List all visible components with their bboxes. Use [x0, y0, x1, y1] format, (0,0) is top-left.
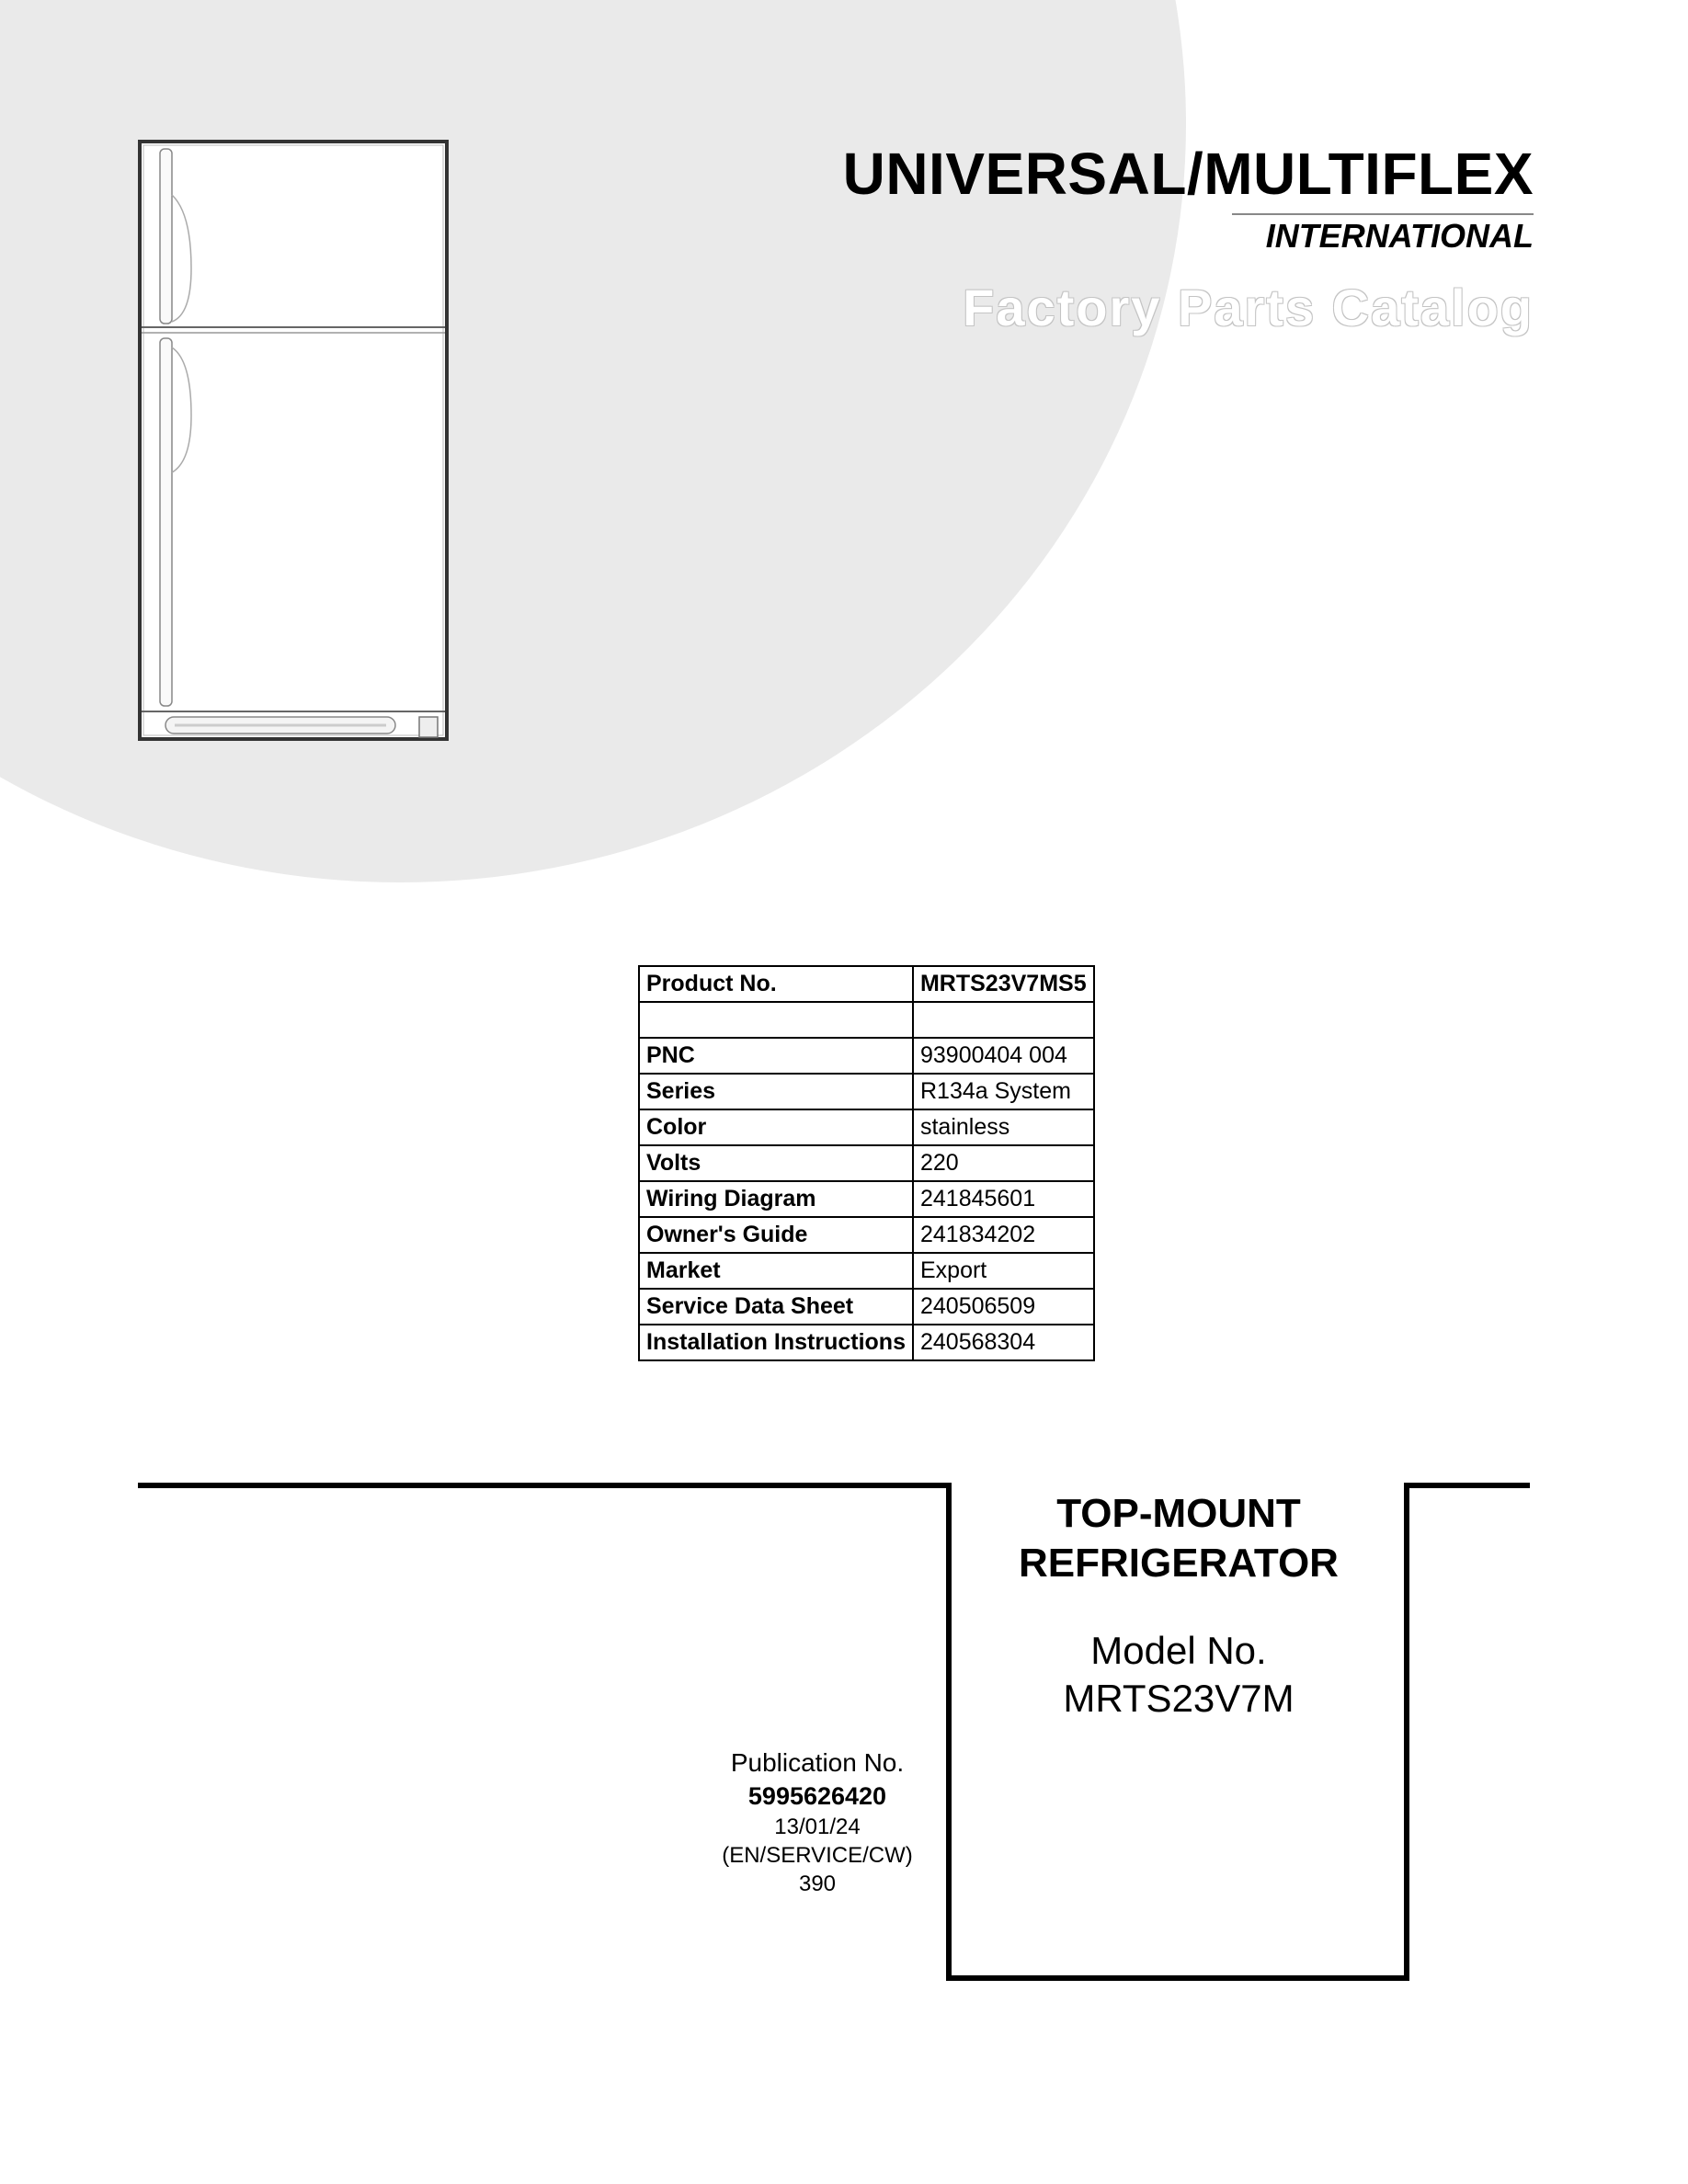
row-value: stainless: [913, 1109, 1094, 1145]
publication-number: 5995626420: [747, 1782, 887, 1810]
row-value: 240568304: [913, 1325, 1094, 1360]
row-label: Color: [639, 1109, 913, 1145]
row-label: Service Data Sheet: [639, 1289, 913, 1325]
model-label: Model No.: [1090, 1629, 1267, 1672]
row-label: Installation Instructions: [639, 1325, 913, 1360]
factory-parts-catalog-label: Factory Parts Catalog: [963, 279, 1534, 336]
row-label: Wiring Diagram: [639, 1181, 913, 1217]
row-label: Market: [639, 1253, 913, 1289]
publication-info: [699, 1746, 936, 1898]
catalog-subtitle: INTERNATIONAL: [1265, 217, 1534, 255]
row-label: PNC: [639, 1038, 913, 1074]
product-type-line2: REFRIGERATOR: [1019, 1541, 1339, 1586]
catalog-title: UNIVERSAL/MULTIFLEX: [842, 141, 1534, 207]
row-value: MRTS23V7MS5: [913, 966, 1094, 1002]
publication-extra: 390: [798, 1871, 837, 1896]
row-label: Volts: [639, 1145, 913, 1181]
row-label: Product No.: [639, 966, 913, 1002]
row-value: 93900404 004: [913, 1038, 1094, 1074]
row-label: Owner's Guide: [639, 1217, 913, 1253]
product-type: [951, 1489, 1407, 1588]
row-value: 241845601: [913, 1181, 1094, 1217]
row-value: 220: [913, 1145, 1094, 1181]
model-block: [951, 1627, 1407, 1723]
row-value: R134a System: [913, 1074, 1094, 1109]
publication-label: Publication No.: [730, 1748, 905, 1777]
row-value: 241834202: [913, 1217, 1094, 1253]
publication-date: 13/01/24: [774, 1814, 861, 1839]
publication-code: (EN/SERVICE/CW): [722, 1843, 913, 1868]
model-number: MRTS23V7M: [1063, 1677, 1295, 1720]
product-type-line1: TOP-MOUNT: [1056, 1491, 1301, 1536]
row-value: 240506509: [913, 1289, 1094, 1325]
row-label: Series: [639, 1074, 913, 1109]
row-value: Export: [913, 1253, 1094, 1289]
